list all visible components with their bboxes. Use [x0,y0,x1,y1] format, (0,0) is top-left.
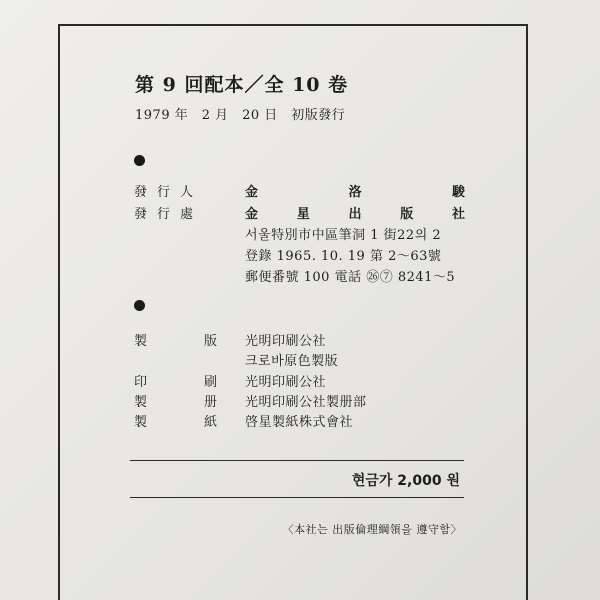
paper-label: 製 紙 [134,415,240,430]
bullet-icon [134,155,145,166]
registration: 登錄 1965. 10. 19 第 2～63號 [245,249,442,264]
office-label: 發行處 [134,207,204,222]
series-title: 第 9 回配本／全 10 卷 [135,74,349,96]
publisher-name-char: 駿 [451,185,465,200]
paper-value: 啓星製紙株式會社 [245,415,354,430]
office-name-char: 社 [451,207,465,222]
publisher-name [245,181,465,200]
office-name-char: 星 [296,207,310,222]
bullet-icon [134,300,145,311]
price: 현금가 2,000 원 [351,473,460,489]
publisher-name-char: 金 [245,185,259,200]
ethics-note: 〈本社는 出版倫理綱領을 遵守함〉 [282,523,462,536]
publisher-name-char: 洛 [348,185,362,200]
binding-value: 光明印刷公社製册部 [245,395,367,410]
divider [130,497,464,498]
plate-value-2: 크로바原色製版 [245,354,339,369]
publication-date: 1979 年 2 月 20 日 初版發行 [135,108,346,123]
office-name-char: 出 [348,207,362,222]
print-label: 印 刷 [134,375,240,390]
phone: 郵便番號 100 電話 ㉖⑦ 8241～5 [245,270,456,285]
address: 서울特別市中區筆洞 1 街22의 2 [245,228,442,243]
publisher-label: 發行人 [134,185,204,200]
office-name [245,203,465,222]
print-value: 光明印刷公社 [245,375,327,390]
plate-label: 製 版 [134,334,240,349]
divider [130,460,464,461]
binding-label: 製 册 [134,395,240,410]
office-name-char: 版 [400,207,414,222]
plate-value: 光明印刷公社 [245,334,327,349]
office-name-char: 金 [245,207,259,222]
